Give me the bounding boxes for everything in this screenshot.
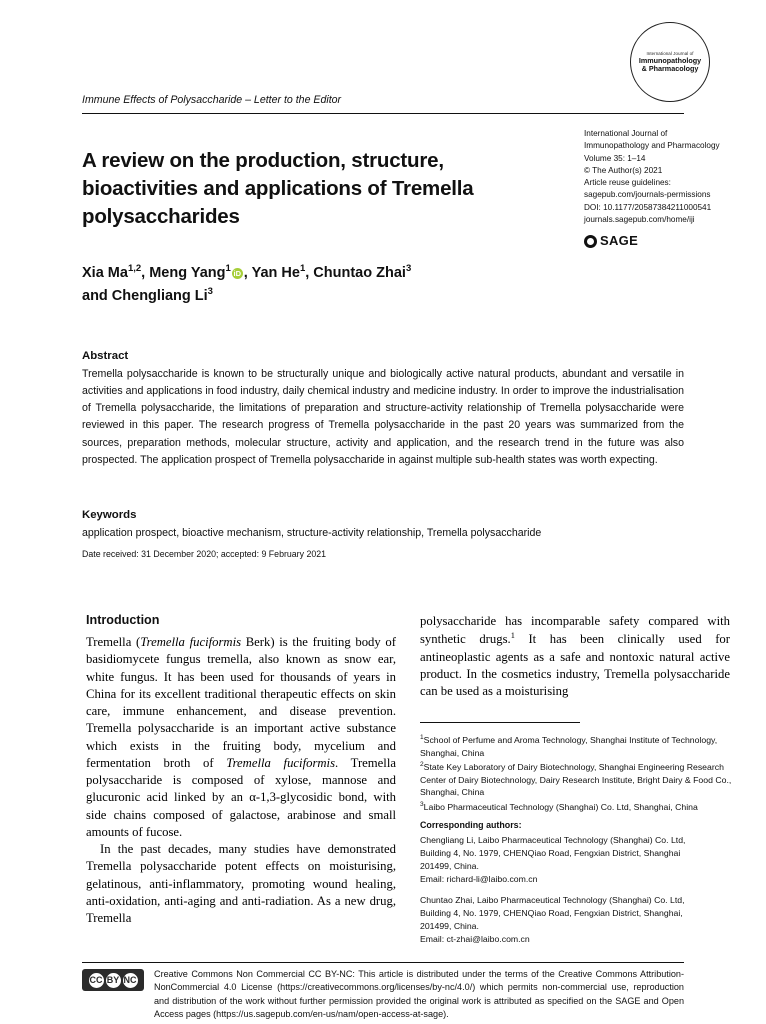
author-3-affil: 1 [299,263,306,274]
masthead-reuse-label: Article reuse guidelines: [584,178,671,188]
corr2-email[interactable]: Email: ct-zhai@laibo.com.cn [420,934,530,945]
received-accepted-dates: Date received: 31 December 2020; accepted: 9 February 2021 [82,549,327,559]
author-3-name: , Yan He [243,264,300,281]
abstract-heading: Abstract [82,350,129,362]
abstract-text: Tremella polysaccharide is known to be structurally unique and biologically active natural products, abundant and versatile in activities and applications in food industry, daily chemical industry and medicine industry. In order to improve the industrialisation of Tremella polysaccharide, the limitations of preparation and structure-activity relationship of Tremella polysaccharide were reviewed in this paper. The research progress of Tremella polysaccharide in the past 20 years was summarized from the sources, preparation methods, molecular structure, activity and application, and the research trend in the future was also prospected. The application prospect of Tremella polysaccharide in against multiple sub-health states was worth expecting. [82,368,684,466]
affiliation-3: $^3$Laibo Pharmaceutical Technology (Shanghai) Co. Ltd, Shanghai, China [420,800,698,812]
journal-stamp-line3: & Pharmacology [641,64,699,74]
masthead-journal-line2: Immunopathology and Pharmacology [584,141,720,151]
journal-logo-stamp [630,22,710,102]
keywords-text: application prospect, bioactive mechanism, structure-activity relationship, Tremella polysaccharide [82,527,542,539]
author-1-name: Xia Ma [82,264,128,281]
corr1-email[interactable]: Email: richard-li@laibo.com.cn [420,874,538,885]
masthead-doi[interactable]: DOI: 10.1177/20587384211000541 [584,202,712,212]
sage-mark-icon [584,235,597,248]
author-list [82,262,642,307]
license-text: Creative Commons Non Commercial CC BY-NC: This article is distributed under the terms of the Creative Commons Attribution-NonCommercial 4.0 License (https://creativecommons.org/licenses/by-nc/4.0/) which permits non-commercial use, reproduction and distribution of the work without further permission provided the original work is attributed as specified on the SAGE and Open Access pages (https://us.sagepub.com/en-us/nam/open-access-at-sage). [154,969,684,1020]
masthead-permissions-url[interactable]: sagepub.com/journals-permissions [584,190,711,200]
intro-continuation [420,613,730,701]
journal-masthead [584,128,734,252]
author-2-name: , Meng Yang [141,264,226,281]
page-title: A review on the production, structure, bioactivities and applications of Tremella polysaccharides [82,148,474,229]
masthead-home-url[interactable]: journals.sagepub.com/home/iji [584,215,695,225]
corr1-line1: Chengliang Li, Laibo Pharmaceutical Technology (Shanghai) Co. Ltd, [420,835,686,845]
masthead-journal-line1: International Journal of [584,129,668,138]
author-2-affil: 1 [225,263,231,274]
masthead-copyright: © The Author(s) 2021 [584,165,663,175]
corresponding-author-2 [420,894,732,946]
corresponding-authors-heading: Corresponding authors: [420,820,522,830]
affiliation-list [420,733,732,814]
species-name-italic: Tremella fuciformis [140,635,242,649]
introduction-paragraphs [86,634,396,928]
intro-paragraph-3: polysaccharide has incomparable safety compared with synthetic drugs.$^1$ It has been clinically used for antineoplastic agents as a safe and nontoxic natural active product. In the cosmetics industry, Tremella polysaccharide can be used as a moisturising [420,614,730,699]
footer-divider [82,962,684,963]
author-1-affil: 1,2 [127,263,142,274]
corr2-line2: Building 4, No. 1979, CHENQiao Road, Fengxian District, Shanghai, [420,908,683,919]
sage-publisher-logo [584,231,638,251]
creative-commons-badge-icon[interactable] [82,969,144,991]
author-4-name: , Chuntao Zhai [305,264,406,281]
cc-icon: CC [89,973,104,988]
journal-stamp-line1: International Journal of [646,50,694,56]
intro-paragraph-2: In the past decades, many studies have demonstrated Tremella polysaccharide potent effects on moisturising, gelatinous, anti-inflammatory, promoting wound healing, anti-oxidation, anti-aging and anti-radiation. As a new drug, Tremella [86,842,396,926]
intro-paragraph-1: Tremella (Tremella fuciformis Berk) is the fruiting body of basidiomycete fungus tremella, also known as snow ear, white fungus. It has been used for thousands of years in China for its excellent traditional therapeutic effects on skin care, immune enhancement, and disease prevention. Tremella polysaccharide is an important active substance which exists in the fruiting body, mycelium and fermentation broth of Tremella fuciformis. Tremella polysaccharide is composed of xylose, mannose and glucuronic acid linked by an α-1,3-glycosidic bond, with side chains composed of galactose, arabinose and small amounts of fucose. [86,635,396,839]
citation-ref-1[interactable]: 1 [510,631,515,641]
author-4-affil: 3 [405,263,412,274]
affiliation-1: $^1$School of Perfume and Aroma Technology, Shanghai Institute of Technology, Shanghai, China [420,734,718,758]
cc-by-icon: BY [106,973,121,988]
running-head: Immune Effects of Polysaccharide – Letter to the Editor [82,94,342,106]
author-5-name: and Chengliang Li [82,287,208,304]
corr1-line2: Building 4, No. 1979, CHENQiao Road, Fengxian District, Shanghai [420,848,681,859]
journal-stamp-line2: Immunopathology [638,55,702,65]
introduction-heading: Introduction [86,613,160,627]
body-column-left [86,613,396,928]
affiliation-divider [420,722,580,723]
masthead-volume: Volume 35: 1–14 [584,153,646,163]
keywords-heading: Keywords [82,509,137,521]
corresponding-author-1 [420,834,732,886]
sage-logo-text: SAGE [600,233,639,249]
corr1-line3: 201499, China. [420,861,479,872]
orcid-icon[interactable]: iD [233,268,242,278]
corr2-line1: Chuntao Zhai, Laibo Pharmaceutical Technology (Shanghai) Co. Ltd, [420,895,685,905]
cc-nc-icon: NC [123,973,138,988]
header-divider [82,113,684,114]
author-5-affil: 3 [207,285,213,297]
species-name-italic-2: Tremella fuciformis [226,755,336,770]
affiliation-2: $^2$State Key Laboratory of Dairy Biotechnology, Shanghai Engineering Research Center of Dairy Biotechnology, Dairy Research Institute, Bright Dairy & Food Co., Shanghai, China [420,761,732,798]
corr2-line3: 201499, China. [420,921,479,932]
body-column-right [420,613,730,701]
